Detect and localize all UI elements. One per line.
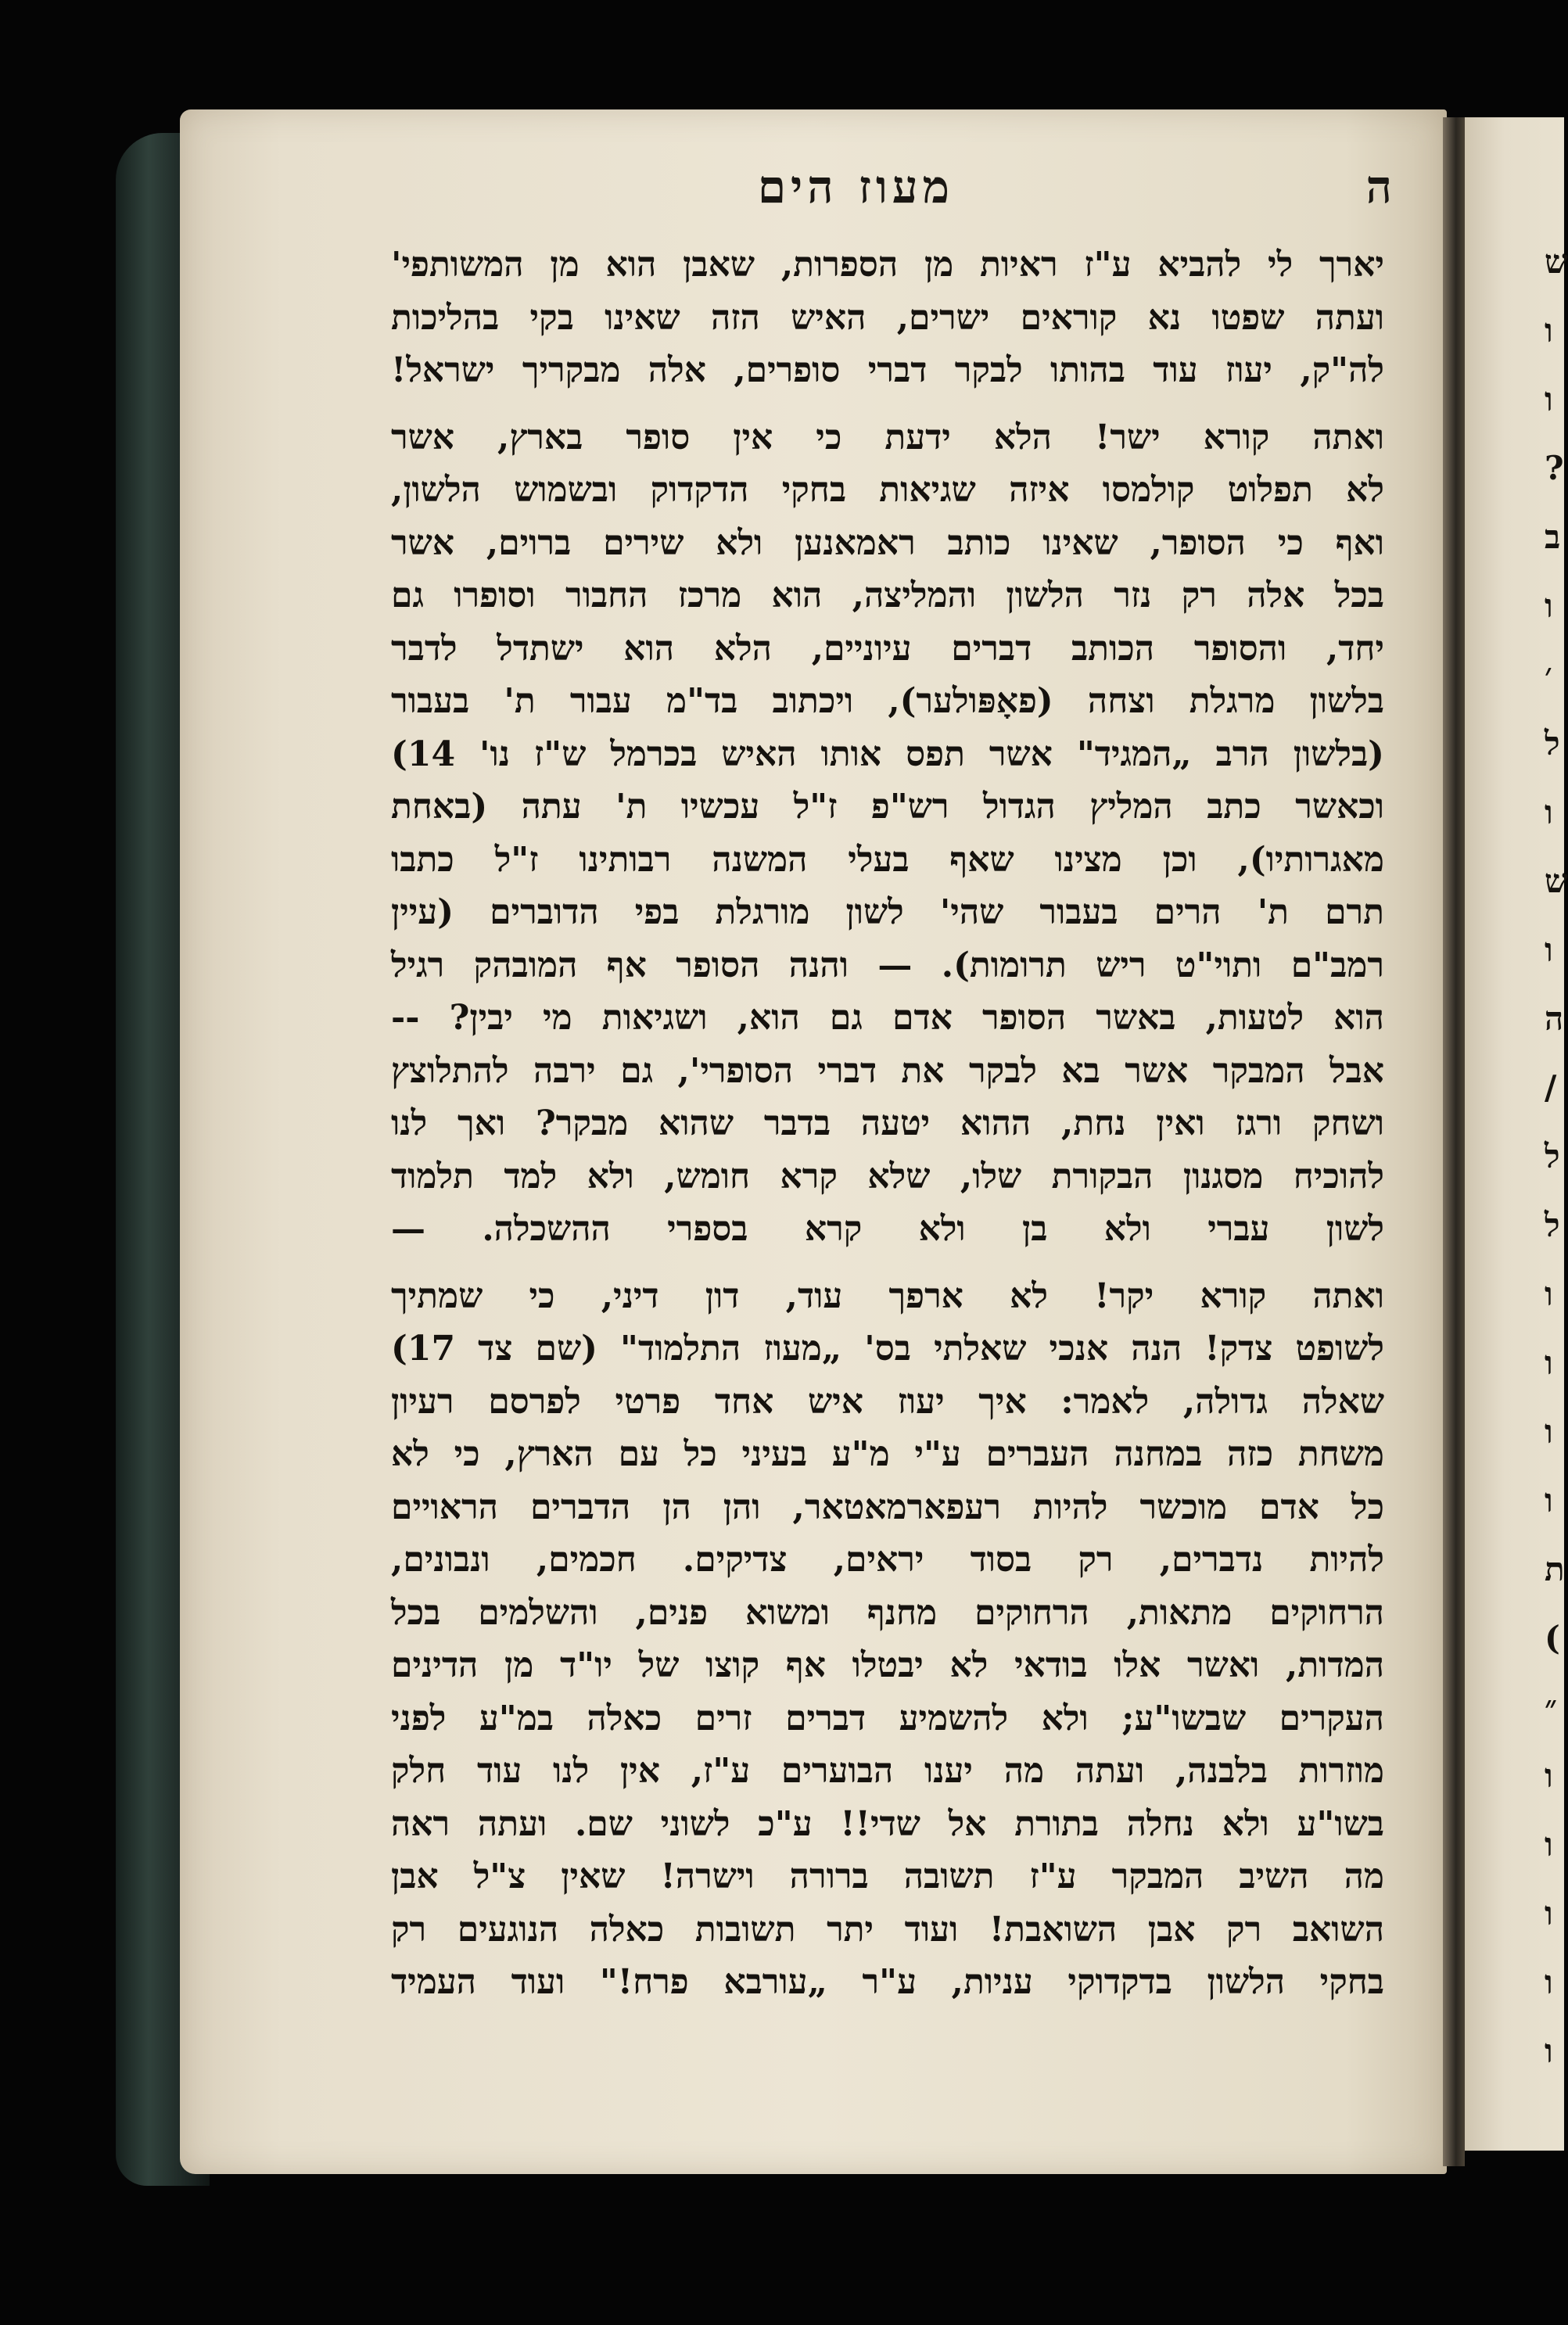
running-head (407, 160, 1392, 223)
facing-page-glyph: ו (1545, 311, 1553, 350)
text-line: רמב"ם ותוי"ט ריש תרומות). — והנה הסופר אף המובהק רגיל (391, 945, 1384, 985)
facing-page-glyph: ו (1545, 793, 1553, 831)
text-line: לשופט צדק! הנה אנכי שאלתי בס' „מעוז התלמוד" (שם צד 17) (391, 1329, 1384, 1369)
facing-page-glyph: ו (1545, 1344, 1553, 1382)
facing-page-glyph: ״ (1545, 1688, 1557, 1726)
text-line: בחקי הלשון בדקדוקי עניות, ע"ר „עורבא פרח!" ועוד העמיד (391, 1962, 1384, 2002)
facing-page-glyph: ל (1545, 1137, 1560, 1175)
text-line: העקרים שבשו"ע; ולא להשמיע דברים זרים כאלה במ"ע לפני (391, 1698, 1384, 1738)
text-line: אבל המבקר אשר בא לבקר את דברי הסופרי', גם ירבה להתלוצץ (391, 1050, 1384, 1091)
paragraph-1 (391, 239, 1384, 397)
text-line: המדות, ואשר אלו בודאי לא יבטלו אף קוצו של יו"ד מן הדינים (391, 1645, 1384, 1685)
text-line: להוכיח מסגנון הבקורת שלו, שלא קרא חומש, ולא למד תלמוד (391, 1156, 1385, 1197)
facing-page-glyph: ו (1545, 1275, 1553, 1313)
text-line: להיות נדברים, רק בסוד יראים, צדיקים. חכמים, ונבונים, (391, 1540, 1384, 1580)
facing-page-glyph: ׳ (1545, 655, 1552, 694)
facing-page-glyph: ו (1545, 931, 1553, 969)
page-number: ה (1365, 160, 1392, 213)
text-line: לשון עברי ולא בן ולא קרא בספרי ההשכלה. — (391, 1209, 1384, 1249)
body-text (391, 239, 1384, 2023)
text-line: ואף כי הסופר, שאינו כותב ראמאנען ולא שירים ברוים, אשר (391, 522, 1384, 563)
text-line: משחת כזה במחנה העברים ע"י מ"ע בעיני כל עם הארץ, כי לא (391, 1434, 1384, 1474)
text-line: יארך לי להביא ע"ז ראיות מן הספרות, שאבן הוא מן המשותפי' (391, 245, 1384, 285)
text-line: מוזרות בלבנה, ועתה מה יענו הבוערים ע"ז, אין לנו עוד חלק (391, 1751, 1384, 1791)
text-line: השואב רק אבן השואבת! ועוד יתר תשובות כאלה הנוגעים רק (391, 1909, 1384, 1950)
facing-page-glyph: ו (1545, 380, 1553, 418)
text-line: לא תפלוט קולמסו איזה שגיאות בחקי הדקדוק ובשמוש הלשון, (391, 470, 1384, 510)
facing-page-glyph: ו (1545, 1756, 1553, 1795)
facing-page-glyph: ב (1545, 518, 1561, 556)
facing-page-glyph: ת (1545, 1550, 1565, 1588)
paragraph-3 (391, 1270, 1384, 2009)
facing-page-glyph: ו (1545, 2032, 1553, 2070)
facing-page-glyph: ? (1545, 449, 1564, 487)
facing-page-glyph: ו (1545, 1963, 1553, 2001)
text-line: בשו"ע ולא נחלה בתורת אל שדי!! ע"כ לשוני שם. ועתה ראה (391, 1803, 1384, 1844)
text-line: (בלשון הרב „המגיד" אשר תפס אותו האיש בכרמל ש"ז נו' 14) (391, 734, 1384, 774)
text-line: תרם ת' הרים בעבור שהי' לשון מורגלת בפי הדוברים (עיין (391, 892, 1384, 932)
text-line: מאגרותיו), וכן מצינו שאף בעלי המשנה רבותינו ז"ל כתבו (391, 839, 1384, 880)
facing-page-glyph: ו (1545, 1825, 1553, 1864)
text-line: ואתה קורא ישר! הלא ידעת כי אין סופר בארץ, אשר (391, 417, 1384, 457)
facing-page-glyph: ה (1545, 999, 1564, 1038)
facing-page-glyph: ו (1545, 1894, 1553, 1932)
facing-page-glyph: ל (1545, 1206, 1560, 1244)
facing-page-glyph: ו (1545, 587, 1553, 625)
text-line: בלשון מרגלת וצחה (פאָפּולער), ויכתוב בד"מ עבור ת' בעבור (391, 681, 1384, 721)
text-line: יחד, והסופר הכותב דברים עיוניים, הלא הוא ישתדל לדבר (391, 628, 1384, 669)
facing-page-glyph: ל (1545, 724, 1560, 762)
facing-page-glyph: ש (1545, 242, 1568, 281)
facing-page-glyph: / (1545, 1068, 1557, 1107)
facing-page-glyph: ו (1545, 1412, 1553, 1451)
text-line: ועתה שפטו נא קוראים ישרים, האיש הזה שאינו בקי בהליכות (391, 297, 1384, 338)
text-line: מה השיב המבקר ע"ז תשובה ברורה וישרה! שאין צ"ל אבן (391, 1857, 1384, 1896)
text-line: שאלה גדולה, לאמר: איך יעוז איש אחד פרטי לפרסם רעיון (391, 1381, 1384, 1422)
paragraph-2 (391, 411, 1384, 1256)
text-line: לה"ק, יעוז עוד בהותו לבקר דברי סופרים, אלה מבקריך ישראל! (391, 350, 1384, 390)
text-line: ואתה קורא יקר! לא ארפך עוד, דון דיני, כי שמתיך (391, 1276, 1384, 1316)
text-line: הוא לטעות, באשר הסופר אדם גם הוא, ושגיאות מי יבין? -- (391, 998, 1384, 1038)
book-gutter (1443, 117, 1465, 2166)
text-line: בכל אלה רק נזר הלשון והמליצה, הוא מרכז החבור וסופרו גם (391, 576, 1384, 615)
text-line: ושחק ורגז ואין נחת, ההוא יטעה בדבר שהוא מבקר? ואך לנו (391, 1103, 1384, 1143)
facing-page-glyph: ו (1545, 1481, 1553, 1520)
text-line: וכאשר כתב המליץ הגדול רש"פ ז"ל עכשיו ת' עתה (באחת (391, 787, 1384, 827)
facing-page-glyph: ש (1545, 862, 1568, 900)
running-title: מעוז הים (757, 160, 954, 213)
text-line: הרחוקים מתאות, הרחוקים מחנף ומשוא פנים, והשלמים בכל (391, 1592, 1384, 1633)
text-line: כל אדם מוכשר להיות רעפארמאטאר, והן הן הדברים הראויים (391, 1487, 1384, 1527)
facing-page-glyph: ( (1545, 1619, 1560, 1657)
